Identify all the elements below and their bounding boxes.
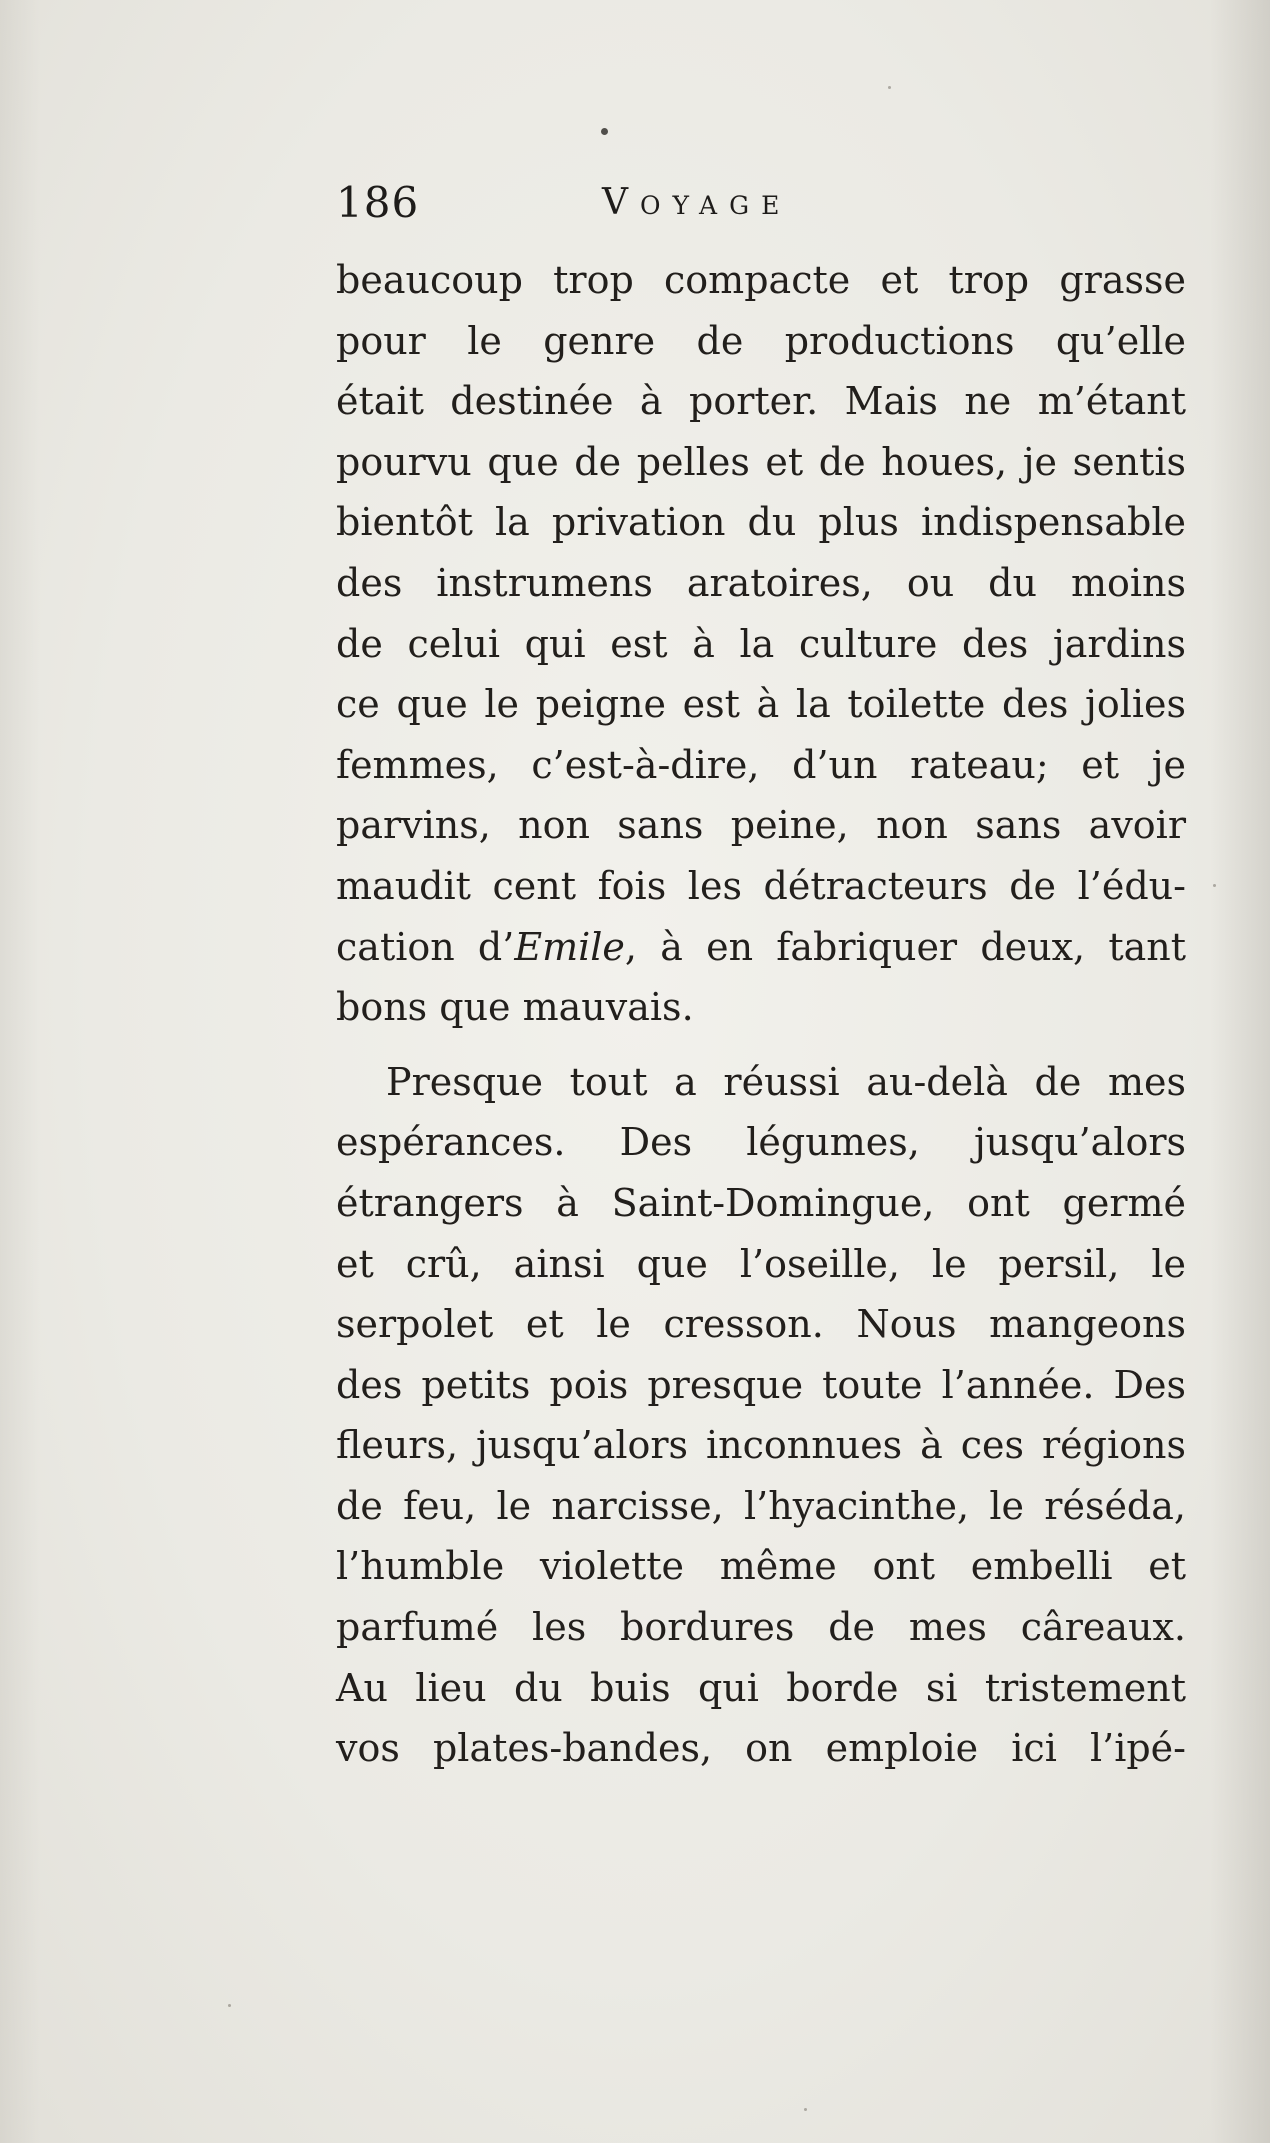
text-fragment: , à en fabriquer deux, tant	[624, 924, 1186, 969]
text-line: vos plates-bandes, on emploie ici l’ipé-	[336, 1726, 1186, 1771]
italic-title-emile: Emile	[514, 924, 625, 969]
body-text	[336, 250, 1186, 1779]
running-header	[336, 178, 1056, 238]
running-title: Voyage	[602, 182, 792, 223]
paper-speck	[804, 2108, 807, 2111]
text-line	[336, 917, 1186, 978]
text-line: de feu, le narcisse, l’hyacinthe, le réséda,	[336, 1483, 1186, 1528]
text-line: et crû, ainsi que l’oseille, le persil, le	[336, 1241, 1186, 1286]
text-line: ce que le peigne est à la toilette des jolies	[336, 682, 1186, 727]
paragraph-gap	[336, 1038, 1186, 1052]
text-line: pour le genre de productions qu’elle	[336, 318, 1186, 363]
text-line: parvins, non sans peine, non sans avoir	[336, 803, 1186, 848]
text-line: l’humble violette même ont embelli et	[336, 1544, 1186, 1589]
text-line: Au lieu du buis qui borde si tristement	[336, 1665, 1186, 1710]
paper-speck	[1213, 884, 1216, 887]
text-line: bientôt la privation du plus indispensable	[336, 500, 1186, 545]
paper-speck	[888, 86, 891, 89]
text-line: maudit cent fois les détracteurs de l’édu-	[336, 863, 1186, 908]
text-line: de celui qui est à la culture des jardins	[336, 621, 1186, 666]
ink-spot	[601, 128, 608, 135]
text-line: des instrumens aratoires, ou du moins	[336, 560, 1186, 605]
text-line: beaucoup trop compacte et trop grasse	[336, 258, 1186, 302]
paper-speck	[228, 2004, 231, 2007]
page-edge-shadow	[1210, 0, 1270, 2143]
text-line: bons que mauvais.	[336, 985, 694, 1030]
text-line: serpolet et le cresson. Nous mangeons	[336, 1302, 1186, 1347]
text-fragment: cation d’	[336, 924, 515, 969]
text-line: femmes, c’est-à-dire, d’un rateau; et je	[336, 742, 1186, 787]
text-line: des petits pois presque toute l’année. Des	[336, 1362, 1186, 1407]
text-line: était destinée à porter. Mais ne m’étant	[336, 379, 1186, 424]
text-line: parfumé les bordures de mes câreaux.	[336, 1605, 1186, 1650]
page-gutter-shadow	[0, 0, 40, 2143]
text-line: fleurs, jusqu’alors inconnues à ces régions	[336, 1423, 1186, 1468]
text-line: Presque tout a réussi au-delà de mes	[386, 1059, 1186, 1104]
page-number: 186	[336, 178, 420, 227]
text-line: pourvu que de pelles et de houes, je sentis	[336, 439, 1186, 484]
text-line: espérances. Des légumes, jusqu’alors	[336, 1120, 1186, 1165]
text-line: étrangers à Saint-Domingue, ont germé	[336, 1180, 1186, 1225]
